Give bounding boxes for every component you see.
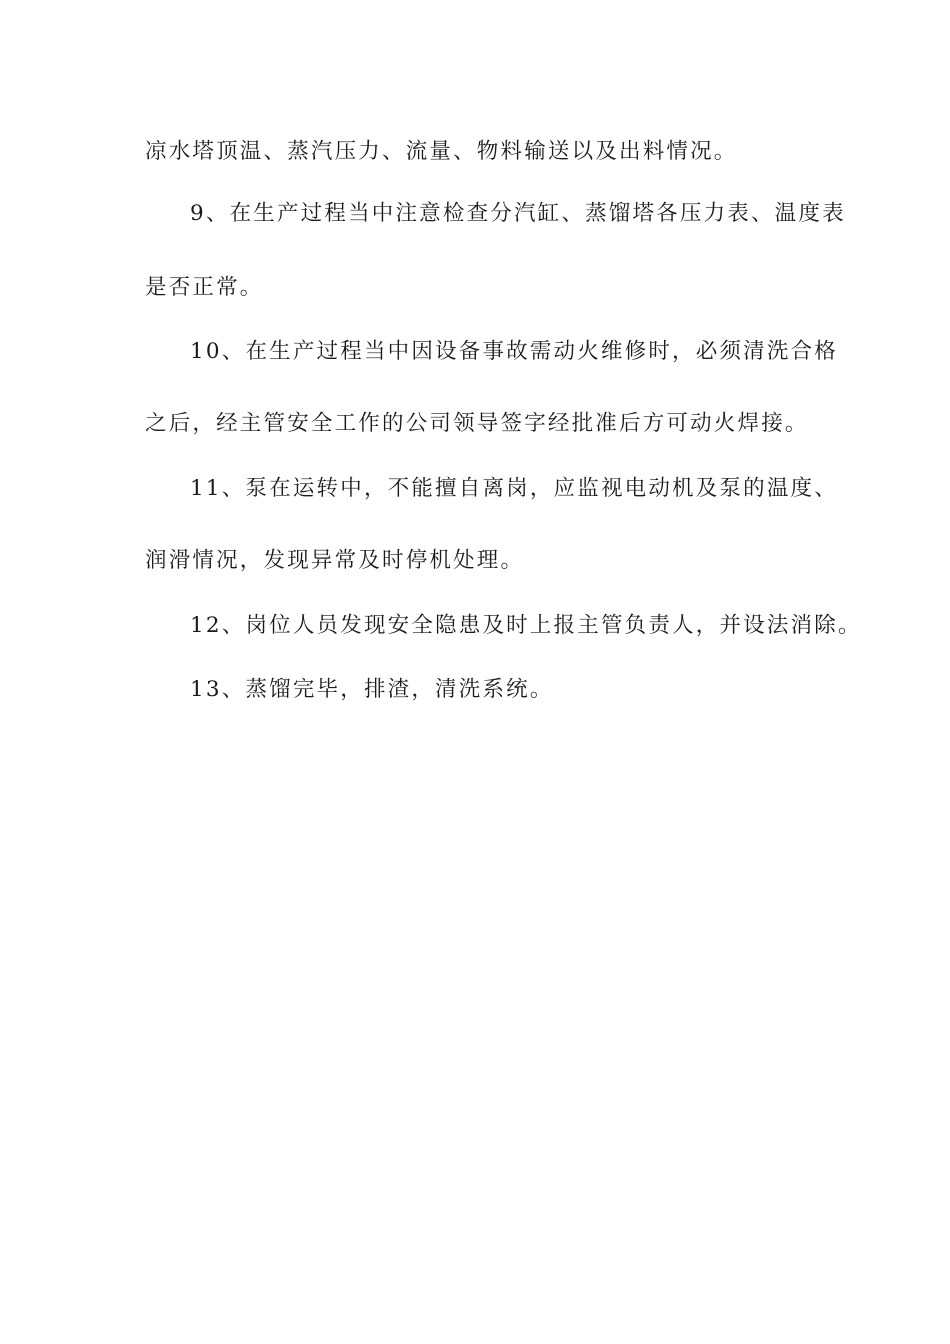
item-13-line: 13、蒸馏完毕，排渣，清洗系统。 [190, 677, 554, 702]
item-12-line: 12、岗位人员发现安全隐患及时上报主管负责人，并设法消除。 [190, 613, 862, 638]
item-10-line-2: 之后，经主管安全工作的公司领导签字经批准后方可动火焊接。 [145, 411, 809, 436]
item-9-line-1: 9、在生产过程当中注意检查分汽缸、蒸馏塔各压力表、温度表 [190, 201, 846, 226]
item-11-line-2: 润滑情况，发现异常及时停机处理。 [145, 548, 525, 573]
item-11-line-1: 11、泵在运转中，不能擅自离岗，应监视电动机及泵的温度、 [190, 476, 838, 501]
item-10-line-1: 10、在生产过程当中因设备事故需动火维修时，必须清洗合格 [190, 339, 838, 364]
paragraph-continuation-line: 凉水塔顶温、蒸汽压力、流量、物料输送以及出料情况。 [145, 139, 738, 164]
item-9-line-2: 是否正常。 [145, 275, 264, 300]
